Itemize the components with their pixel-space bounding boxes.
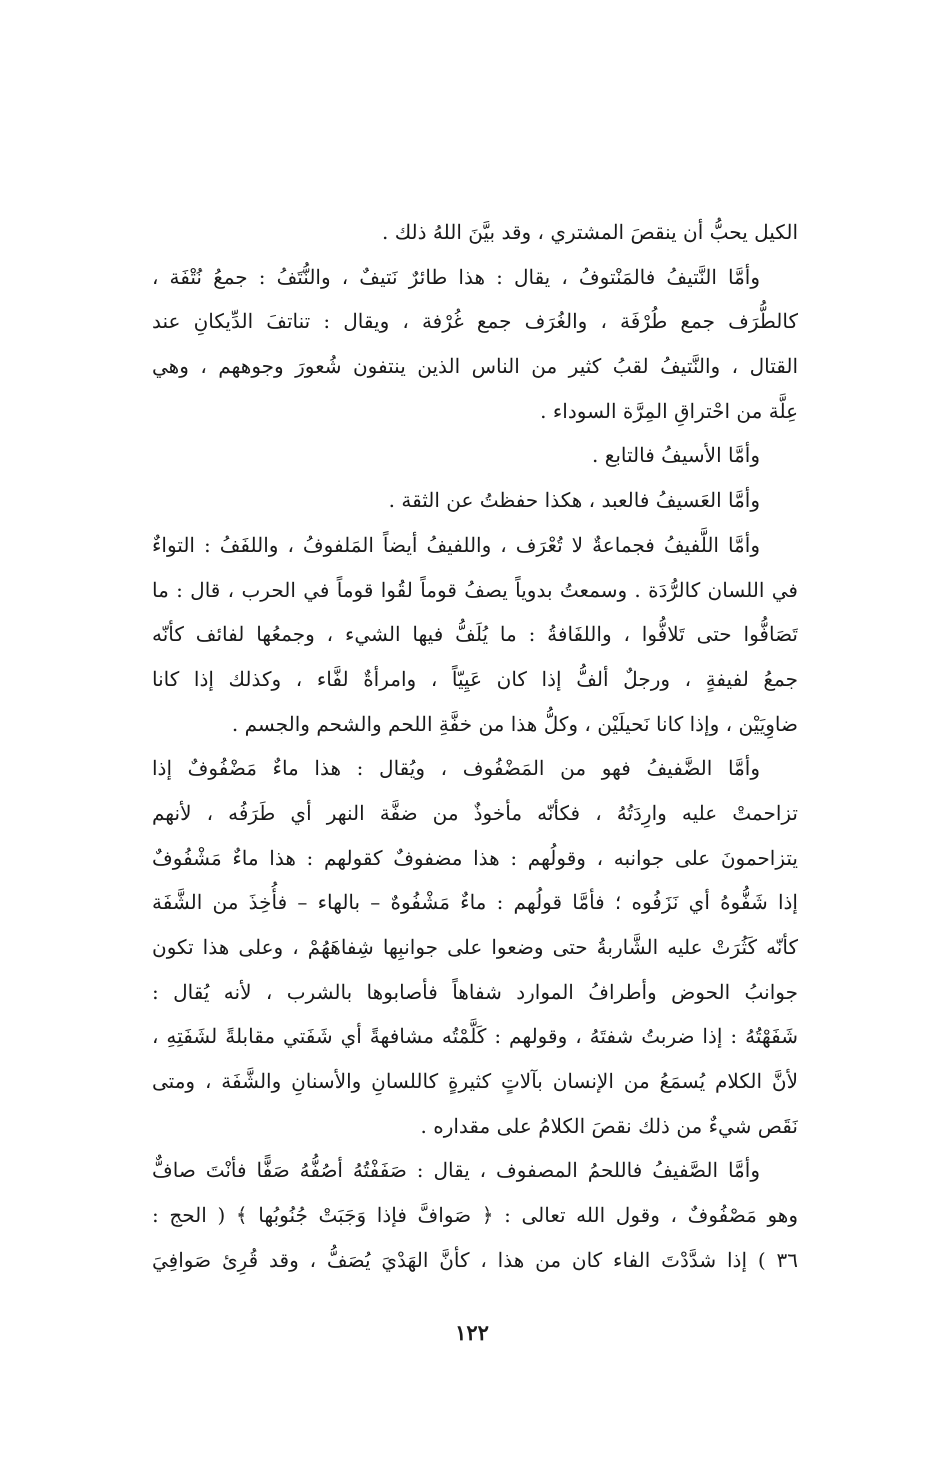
text-line: وهو مَصْفُوفٌ ، وقول الله تعالى : ﴿ صَوافَّ فإذا وَجَبَتْ جُنُوبُها ﴾ ( الحج : [152,1203,798,1228]
text-line: ٣٦ ) إذا شدَّدْتَ الفاء كان من هذا ، كأنَّ الهَدْيَ يُصَفُّ ، وقد قُرِئ صَوافِيَ [152,1247,798,1272]
page-number: ١٢٢ [455,1320,489,1345]
text-line: لأنَّ الكلام يُسمَعُ من الإنسان بآلاتٍ كثيرةٍ كاللسانِ والأسنانِ والشَّفَة ، ومتى [152,1069,798,1094]
text-line: جمعُ لفيفةٍ ، ورجلٌ ألفُّ إذا كان عَيِيّاً ، وامرأةٌ لفَّاء ، وكذلك إذا كانا [152,666,798,691]
text-line: ضاوِيَيْن ، وإذا كانا نَحيلَيْن ، وكلُّ هذا من خفَّةِ اللحم والشحم والجسم . [231,711,798,736]
text-line: وأمَّا العَسيفُ فالعبد ، هكذا حفظتُ عن الثقة . [388,488,760,513]
text-line: إذا شَفُّوهُ أي نَزَفُوه ؛ فأمَّا قولُهم : ماءٌ مَشْفُوهٌ – بالهاء – فأُخِذَ من الشَّفَة [152,890,798,915]
text-line: نَقَص شيءٌ من ذلك نقصَ الكلامُ على مقداره . [420,1113,798,1138]
text-line: كالطُّرَف جمع طُرْفَة ، والغُرَف جمع غُرْفة ، ويقال : تناتفَ الدِّيكانِ عند [152,309,798,334]
text-line: وأمَّا الأسيفُ فالتابع . [592,443,760,468]
text-line: وأمَّا النَّتيفُ فالمَنْتوفُ ، يقال : هذا طائرٌ نَتيفٌ ، والنُّتَفُ : جمعُ نُتْفَة ، [152,264,760,289]
text-line: كأنّه كَثُرَتْ عليه الشَّاربةُ حتى وضعوا على جوانبِها شِفاهَهُمْ ، وعلى هذا تكون [152,935,798,959]
text-line: الكيل يحبُّ أن ينقصَ المشتري ، وقد بيَّنَ اللهُ ذلك . [381,220,798,244]
text-line: تَصَافُّوا حتى تَلافُّوا ، واللفَافةُ : ما يُلَفُّ فيها الشيء ، وجمعُها لفائف كأنّه [152,622,798,647]
text-line: شَفَهْتُهُ : إذا ضربتُ شفتَهُ ، وقولهم : كَلَّمْتُه مشافهةً أي شَفَتي مقابلةً لشَفَتِهِ ، [152,1024,798,1049]
text-line: عِلَّة من احْتراقِ المِرَّة السوداء . [540,398,798,423]
body-text [152,210,798,1283]
text-line: في اللسان كالرُّدَة . وسمعتُ بدوياً يصفُ قوماً لقُوا قوماً في الحرب ، قال : ما [152,577,798,602]
text-line: وأمَّا اللَّفيفُ فجماعةٌ لا تُعْرَف ، واللفيفُ أيضاً المَلفوفُ ، واللفَفُ : التواءٌ [152,532,760,557]
text-line: تزاحمتْ عليه وارِدَتُهُ ، فكأنّه مأخوذٌ من ضفَّة النهر أي طَرَفُه ، لأنهم [152,800,798,825]
text-line: وأمَّا الضَّفيفُ فهو من المَضْفُوف ، ويُقال : هذا ماءٌ مَضْفُوفٌ إذا [152,756,760,781]
text-line: جوانبُ الحوض وأطرافُ الموارد شفاهاً فأصابوها بالشرب ، لأنه يُقال : [152,979,798,1004]
text-line: القتال ، والنَّتيفُ لقبُ كثير من الناس الذين ينتفون شُعورَ وجوههم ، وهي [152,354,798,379]
text-line: وأمَّا الصَّفيفُ فاللحمُ المصفوف ، يقال : صَفَفْتُهُ أصُفُّهُ صَفًّا فأنْتَ صافٌّ [152,1158,760,1183]
text-line: يتزاحمونَ على جوانبه ، وقولُهم : هذا مضفوفٌ كقولهم : هذا ماءٌ مَشْفُوفٌ [152,845,798,870]
